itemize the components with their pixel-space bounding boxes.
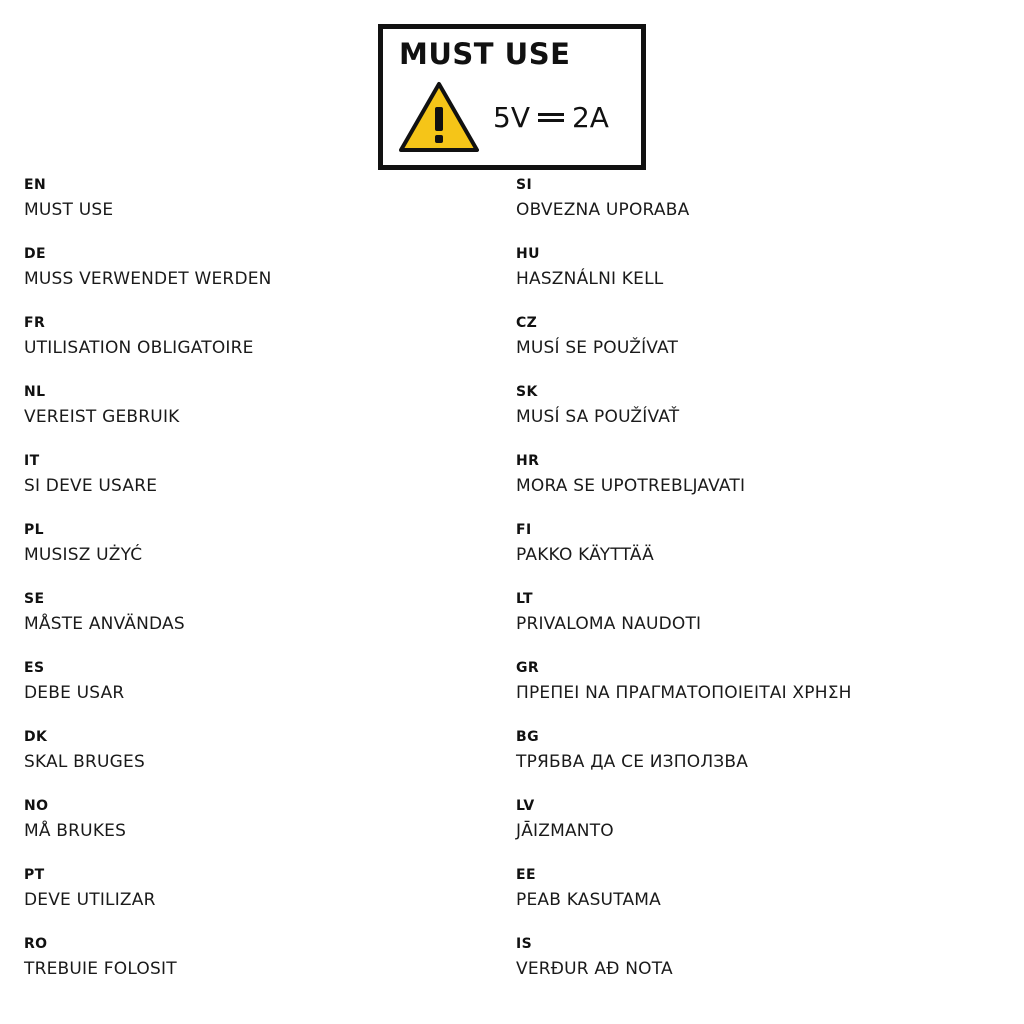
translation-entry: [516, 245, 996, 314]
language-code: DK: [24, 729, 48, 745]
language-text: MUSÍ SA POUŽÍVAŤ: [516, 407, 680, 427]
language-code: HU: [516, 246, 540, 262]
current-value: 2A: [571, 100, 609, 134]
language-code: FI: [516, 522, 532, 538]
language-code: LT: [516, 591, 533, 607]
language-code: IT: [24, 453, 40, 469]
translation-entry: [24, 728, 504, 797]
warning-label-box: [378, 24, 646, 170]
label-rating-row: [399, 81, 609, 153]
language-code: NL: [24, 384, 46, 400]
language-text: PEAB KASUTAMA: [516, 890, 661, 910]
language-text: MÅ BRUKES: [24, 821, 127, 841]
language-text: MORA SE UPOTREBLJAVATI: [516, 476, 746, 496]
translation-column-left: [24, 176, 504, 1004]
language-code: RO: [24, 936, 48, 952]
language-code: SI: [516, 177, 533, 193]
translation-column-right: [516, 176, 996, 1004]
language-text: HASZNÁLNI KELL: [516, 269, 664, 289]
language-code: PL: [24, 522, 44, 538]
language-text: SI DEVE USARE: [24, 476, 158, 496]
voltage-value: 5V: [493, 100, 530, 134]
language-text: TREBUIE FOLOSIT: [24, 959, 177, 979]
power-rating: [493, 101, 609, 134]
translation-entry: [516, 728, 996, 797]
translation-entry: [24, 866, 504, 935]
translation-entry: [516, 659, 996, 728]
language-code: FR: [24, 315, 46, 331]
language-text: MUSISZ UŻYĆ: [24, 545, 143, 565]
language-text: SKAL BRUGES: [24, 752, 145, 772]
translation-entry: [516, 935, 996, 1004]
language-code: GR: [516, 660, 540, 676]
translation-entry: [516, 797, 996, 866]
language-code: NO: [24, 798, 49, 814]
translation-entry: [516, 866, 996, 935]
language-text: OBVEZNA UPORABA: [516, 200, 690, 220]
translation-entry: [24, 452, 504, 521]
translation-entry: [516, 383, 996, 452]
translation-entry: [516, 590, 996, 659]
warning-triangle-icon: [399, 81, 479, 153]
language-text: MUSS VERWENDET WERDEN: [24, 269, 272, 289]
translation-entry: [24, 659, 504, 728]
language-text: DEBE USAR: [24, 683, 125, 703]
language-code: IS: [516, 936, 533, 952]
language-text: PAKKO KÄYTTÄÄ: [516, 545, 654, 565]
language-text: VERÐUR AÐ NOTA: [516, 959, 673, 979]
translation-entry: [24, 797, 504, 866]
translation-entry: [24, 521, 504, 590]
language-code: PT: [24, 867, 45, 883]
language-text: MUST USE: [24, 200, 114, 220]
language-text: UTILISATION OBLIGATOIRE: [24, 338, 254, 358]
label-title: MUST USE: [399, 37, 571, 71]
language-code: LV: [516, 798, 535, 814]
language-text: MÅSTE ANVÄNDAS: [24, 614, 185, 634]
language-text: VEREIST GEBRUIK: [24, 407, 180, 427]
language-text: ТРЯБВА ДА СЕ ИЗПОЛЗВА: [516, 752, 749, 772]
language-code: SE: [24, 591, 45, 607]
translation-entry: [24, 383, 504, 452]
translation-entry: [516, 452, 996, 521]
language-text: ΠΡΕΠΕΙ ΝΑ ΠΡΑΓΜΑΤΟΠΟΙΕΙΤΑΙ ΧΡΗΣΗ: [516, 683, 852, 703]
language-code: EE: [516, 867, 536, 883]
translation-columns: [0, 176, 1024, 1006]
language-code: CZ: [516, 315, 538, 331]
language-text: DEVE UTILIZAR: [24, 890, 156, 910]
translation-entry: [24, 314, 504, 383]
dc-power-icon: [538, 106, 564, 128]
translation-entry: [24, 245, 504, 314]
translation-entry: [24, 590, 504, 659]
language-code: HR: [516, 453, 540, 469]
language-text: PRIVALOMA NAUDOTI: [516, 614, 702, 634]
translation-entry: [516, 521, 996, 590]
language-code: BG: [516, 729, 539, 745]
language-text: JĀIZMANTO: [516, 821, 614, 841]
translation-entry: [516, 314, 996, 383]
language-code: EN: [24, 177, 47, 193]
translation-entry: [516, 176, 996, 245]
translation-entry: [24, 176, 504, 245]
language-code: ES: [24, 660, 45, 676]
language-text: MUSÍ SE POUŽÍVAT: [516, 338, 679, 358]
translation-entry: [24, 935, 504, 1004]
language-code: DE: [24, 246, 46, 262]
language-code: SK: [516, 384, 538, 400]
